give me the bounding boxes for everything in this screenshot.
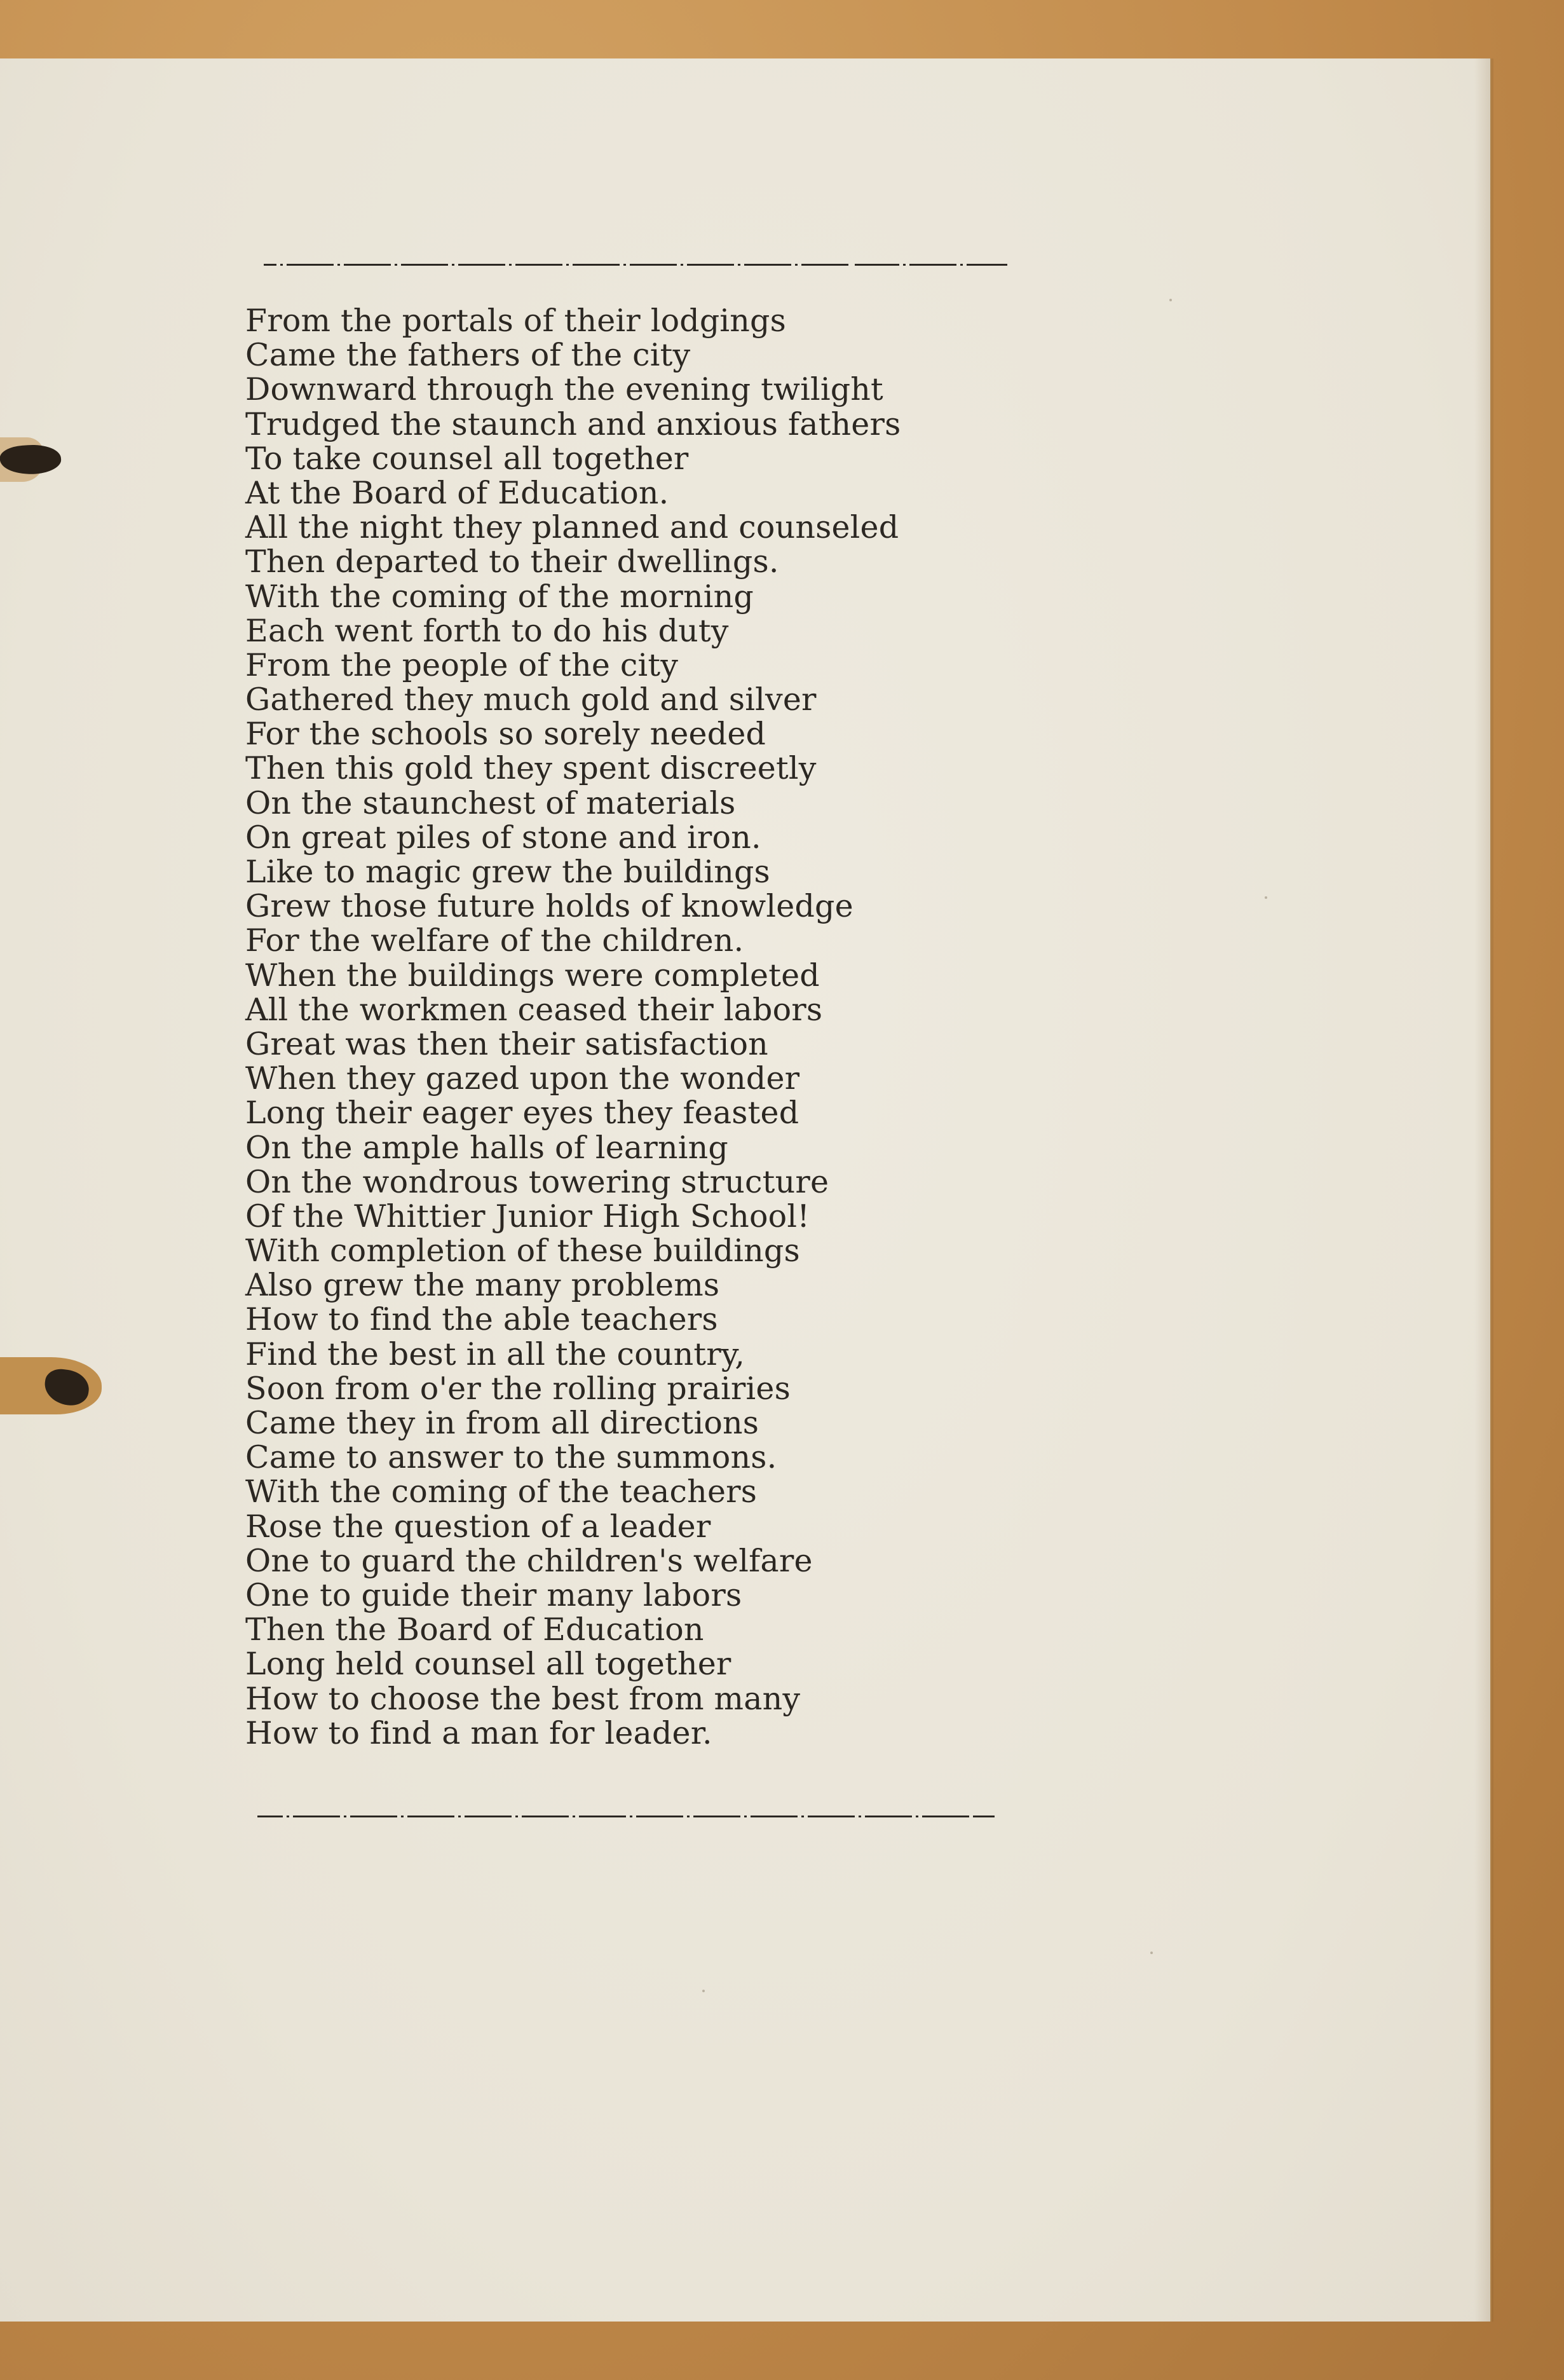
poem-line: Trudged the staunch and anxious fathers xyxy=(245,406,901,442)
poem-line: On the ample halls of learning xyxy=(245,1129,728,1166)
poem-line: To take counsel all together xyxy=(245,440,689,477)
poem-text xyxy=(245,304,1071,1751)
paper-speck xyxy=(1265,896,1267,899)
poem-line: Grew those future holds of knowledge xyxy=(245,888,853,925)
poem-line: One to guard the children's welfare xyxy=(245,1542,813,1579)
poem-line: How to find the able teachers xyxy=(245,1301,718,1338)
page-edge-shadow xyxy=(1474,58,1493,2322)
poem-line: At the Board of Education. xyxy=(245,474,669,511)
decorative-rule-top xyxy=(264,262,1007,268)
poem-line: Then the Board of Education xyxy=(245,1611,704,1648)
poem-line: On the staunchest of materials xyxy=(245,784,736,821)
poem-line: For the schools so sorely needed xyxy=(245,716,766,753)
poem-line: Then departed to their dwellings. xyxy=(245,544,779,580)
poem-line: When they gazed upon the wonder xyxy=(245,1060,800,1097)
poem-line: Long held counsel all together xyxy=(245,1646,731,1683)
poem-line: On the wondrous towering structure xyxy=(245,1163,829,1200)
poem-line: One to guide their many labors xyxy=(245,1576,742,1613)
poem-line: Also grew the many problems xyxy=(245,1267,720,1304)
poem-line: Each went forth to do his duty xyxy=(245,612,729,649)
poem-line: Great was then their satisfaction xyxy=(245,1025,768,1062)
poem-line: Came to answer to the summons. xyxy=(245,1439,777,1476)
poem-line: How to find a man for leader. xyxy=(245,1714,712,1751)
poem-line: When the buildings were completed xyxy=(245,957,820,994)
poem-line: Then this gold they spent discreetly xyxy=(245,750,817,787)
poem-line: Like to magic grew the buildings xyxy=(245,854,770,890)
poem-line: All the workmen ceased their labors xyxy=(245,991,823,1028)
poem-line: Came the fathers of the city xyxy=(245,337,691,374)
poem-line: Of the Whittier Junior High School! xyxy=(245,1198,810,1234)
poem-line: With completion of these buildings xyxy=(245,1233,800,1269)
paper-speck xyxy=(1169,299,1172,301)
poem-line: For the welfare of the children. xyxy=(245,922,744,959)
poem-line: With the coming of the morning xyxy=(245,578,754,615)
poem-line: Downward through the evening twilight xyxy=(245,371,883,408)
poem-line: From the people of the city xyxy=(245,646,679,683)
poem-line: How to choose the best from many xyxy=(245,1680,801,1717)
poem-line: With the coming of the teachers xyxy=(245,1474,758,1510)
paper-speck xyxy=(1150,1952,1153,1954)
poem-line: Long their eager eyes they feasted xyxy=(245,1095,799,1132)
poem-line: From the portals of their lodgings xyxy=(245,303,786,339)
poem-line: On great piles of stone and iron. xyxy=(245,819,761,856)
poem-line: Find the best in all the country, xyxy=(245,1336,745,1372)
paper-speck xyxy=(702,1990,705,1992)
poem-line: Soon from o'er the rolling prairies xyxy=(245,1370,791,1407)
poem-line: Rose the question of a leader xyxy=(245,1508,711,1545)
poem-line: Gathered they much gold and silver xyxy=(245,681,817,718)
decorative-rule-bottom xyxy=(257,1814,995,1819)
poem-line: Came they in from all directions xyxy=(245,1405,759,1441)
poem-line: All the night they planned and counseled xyxy=(245,509,899,546)
